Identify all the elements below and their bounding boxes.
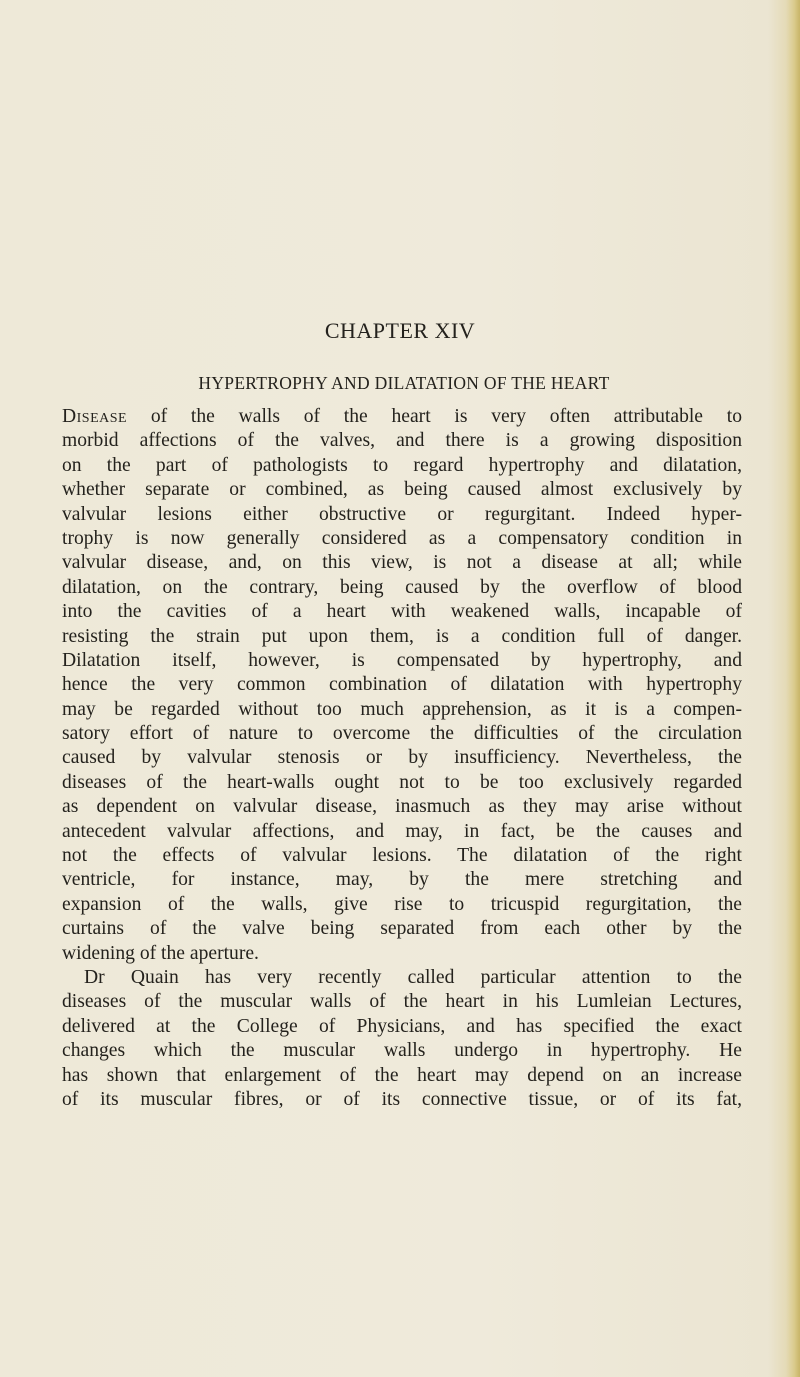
text-line: of its muscular fibres, or of its connective tissue, or of its fat, xyxy=(62,1088,742,1110)
text-line: on the part of pathologists to regard hypertrophy and dilatation, xyxy=(62,454,742,476)
text-line: has shown that enlargement of the heart may depend on an increase xyxy=(62,1064,742,1086)
text-line: resisting the strain put upon them, is a condition full of danger. xyxy=(62,625,742,647)
text-line: antecedent valvular affections, and may, in fact, be the causes and xyxy=(62,820,742,842)
text-line: valvular lesions either obstructive or regurgitant. Indeed hyper- xyxy=(62,503,742,525)
text-line: trophy is now generally considered as a compensatory condition in xyxy=(62,527,742,549)
text-line: diseases of the heart-walls ought not to be too exclusively regarded xyxy=(62,771,742,793)
text-line: Dr Quain has very recently called particular attention to the xyxy=(84,966,742,988)
chapter-title: HYPERTROPHY AND DILATATION OF THE HEART xyxy=(198,373,610,393)
text-line: into the cavities of a heart with weakened walls, incapable of xyxy=(62,601,742,623)
text-line: Dilatation itself, however, is compensated by hypertrophy, and xyxy=(62,649,742,671)
drop-word: Disease xyxy=(62,406,128,427)
text-line: morbid affections of the valves, and there is a growing disposition xyxy=(62,430,742,452)
text-line: delivered at the College of Physicians, and has specified the exact xyxy=(62,1015,742,1037)
text-line: curtains of the valve being separated from each other by the xyxy=(62,918,742,940)
text-line: caused by valvular stenosis or by insufficiency. Nevertheless, the xyxy=(62,747,742,769)
text-line: Disease of the walls of the heart is very often attributable to xyxy=(62,406,742,427)
text-line: as dependent on valvular disease, inasmuch as they may arise without xyxy=(62,796,742,818)
text-line: changes which the muscular walls undergo in hypertrophy. He xyxy=(62,1040,742,1062)
text-line: widening of the aperture. xyxy=(62,942,259,964)
text-line: dilatation, on the contrary, being caused by the overflow of blood xyxy=(62,576,742,598)
text-line: ventricle, for instance, may, by the mere stretching and xyxy=(62,869,742,891)
body-text xyxy=(62,405,742,1112)
chapter-heading: CHAPTER XIV xyxy=(324,318,476,343)
text-line: not the effects of valvular lesions. The dilatation of the right xyxy=(62,845,742,867)
text-line: whether separate or combined, as being caused almost exclusively by xyxy=(62,479,742,501)
text-line: diseases of the muscular walls of the heart in his Lumleian Lectures, xyxy=(62,991,742,1013)
text-line: may be regarded without too much apprehension, as it is a compen- xyxy=(62,698,742,720)
text-line: satory effort of nature to overcome the difficulties of the circulation xyxy=(62,723,742,745)
text-line: valvular disease, and, on this view, is not a disease at all; while xyxy=(62,552,742,574)
page-edge-shadow xyxy=(786,0,800,1377)
text-line: expansion of the walls, give rise to tricuspid regurgitation, the xyxy=(62,893,742,915)
text-line: hence the very common combination of dilatation with hypertrophy xyxy=(62,674,742,696)
